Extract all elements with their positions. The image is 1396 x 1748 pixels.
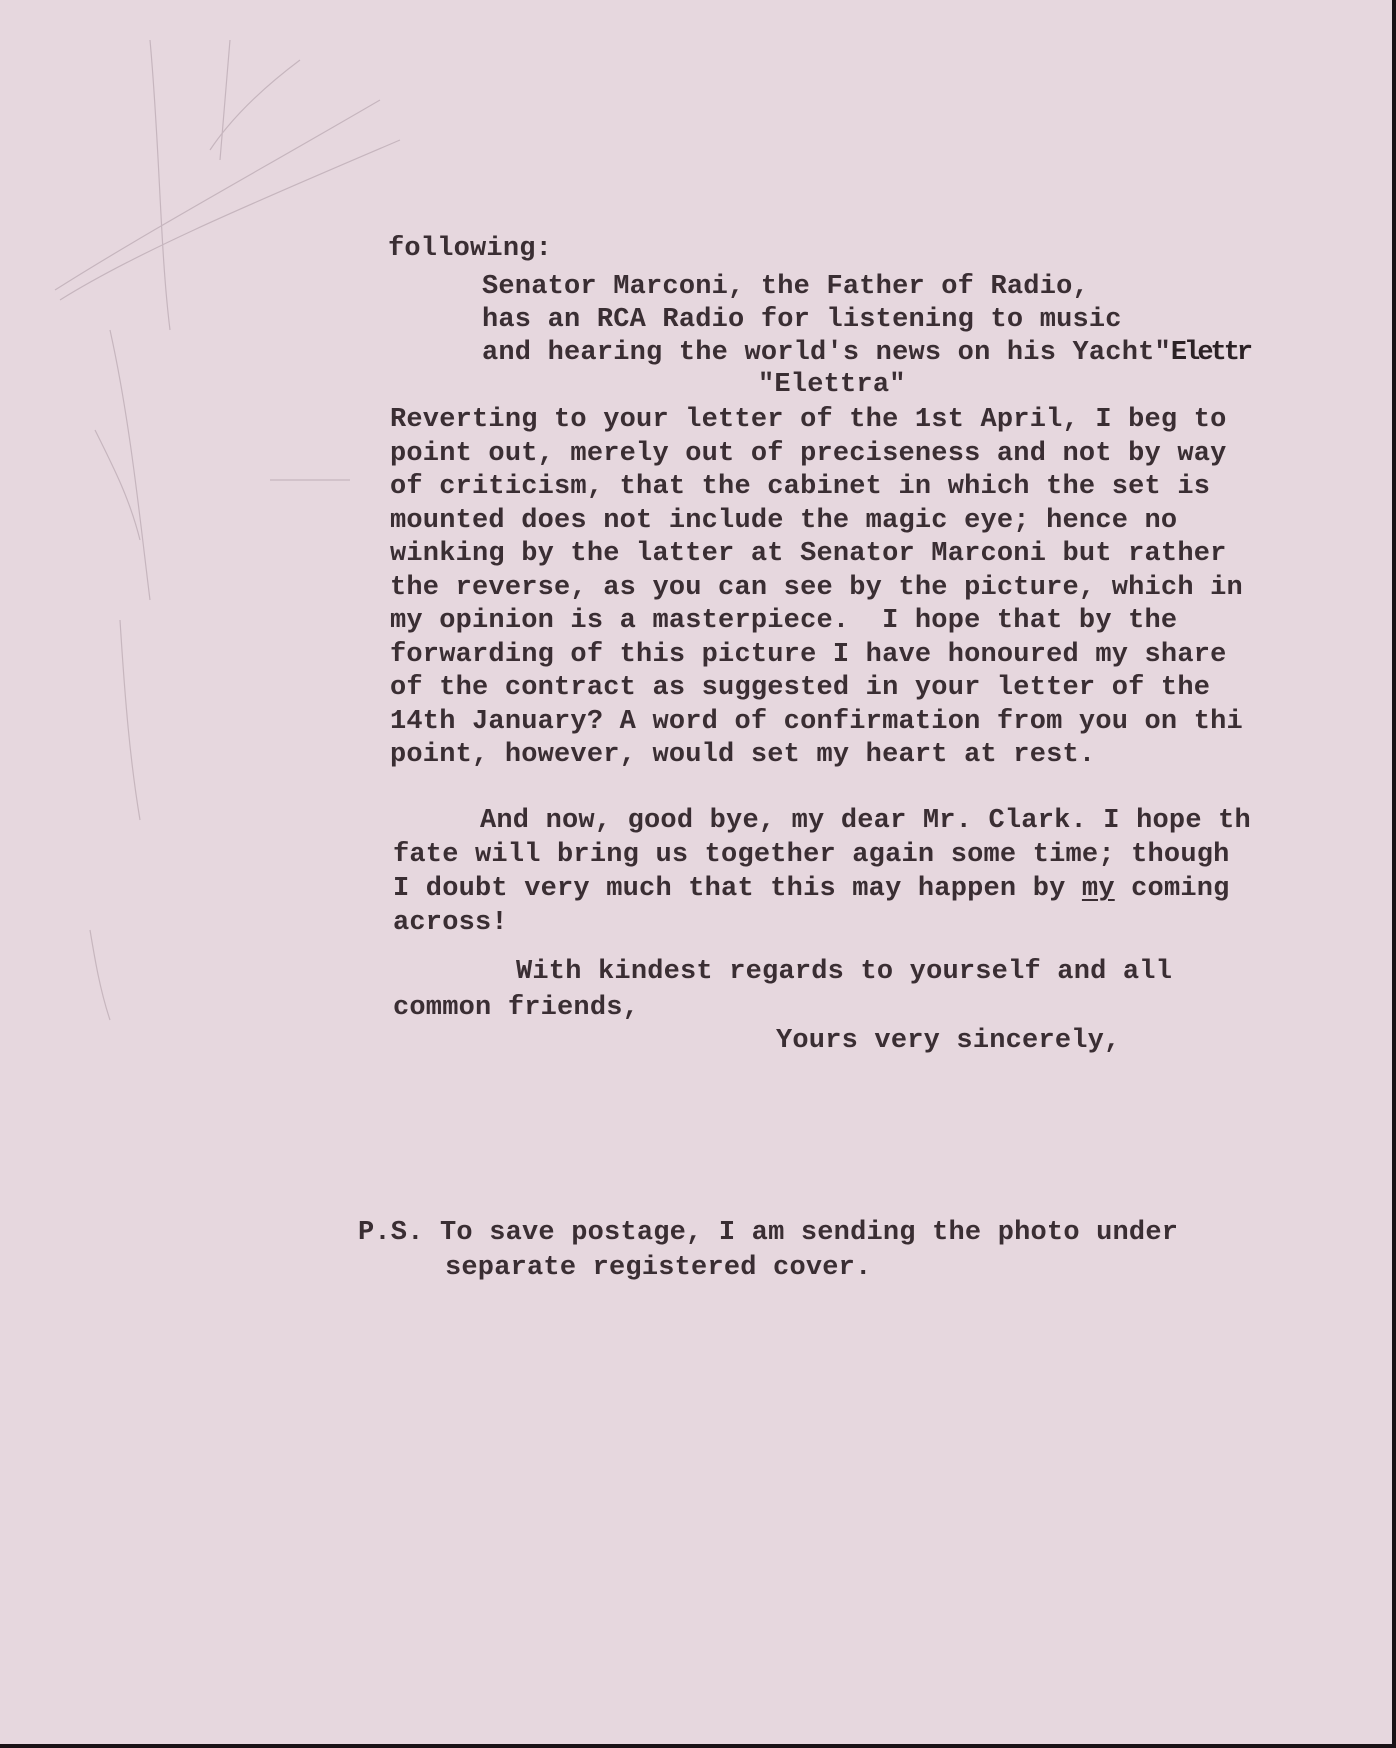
paragraph1-line-8: forwarding of this picture I have honoured my share (390, 640, 1227, 670)
paragraph2-line-3-end: coming (1114, 874, 1230, 904)
postscript-line-2: separate registered cover. (445, 1253, 872, 1283)
paragraph1-line-11: point, however, would set my heart at rest. (390, 740, 1096, 770)
paragraph2-line-4: across! (393, 908, 508, 938)
paragraph2-line-2: fate will bring us together again some time; though (393, 840, 1230, 870)
complimentary-close: Yours very sincerely, (776, 1026, 1121, 1056)
salutation-continuation: following: (388, 234, 553, 264)
emphasized-word: my (1081, 874, 1115, 904)
paragraph1-line-9: of the contract as suggested in your letter of the (390, 673, 1211, 703)
scan-border-right (1392, 0, 1396, 1748)
paragraph1-line-2: point out, merely out of preciseness and not by way (390, 439, 1227, 469)
quote-line-2: has an RCA Radio for listening to music (482, 305, 1122, 335)
paragraph2-line-3-start: I doubt very much that this may happen by (393, 874, 1082, 904)
scan-border-bottom (0, 1744, 1396, 1748)
paragraph1-line-6: the reverse, as you can see by the picture, which in (390, 573, 1243, 603)
paragraph1-line-1: Reverting to your letter of the 1st April, I beg to (390, 405, 1227, 435)
pencil-scribble-marks (0, 0, 420, 1100)
paragraph3-line-2: common friends, (393, 993, 640, 1023)
paragraph2-line-3 (393, 872, 1230, 906)
quote-line-1: Senator Marconi, the Father of Radio, (482, 272, 1089, 302)
paragraph1-line-4: mounted does not include the magic eye; hence no (390, 506, 1178, 536)
postscript-line-1: P.S. To save postage, I am sending the photo under (358, 1218, 1179, 1248)
paragraph1-line-7: my opinion is a masterpiece. I hope that by the (390, 606, 1178, 636)
paragraph1-line-10: 14th January? A word of confirmation from you on thi (390, 707, 1243, 737)
paragraph3-line-1: With kindest regards to yourself and all (516, 957, 1173, 987)
paragraph1-line-5: winking by the latter at Senator Marconi but rather (390, 539, 1227, 569)
quote-line-3 (482, 336, 1250, 370)
quote-line-3-text: and hearing the world's news on his Yacht" (482, 338, 1171, 368)
paragraph2-line-1: And now, good bye, my dear Mr. Clark. I hope th (480, 806, 1251, 836)
struck-text: Elettr (1170, 338, 1251, 368)
quote-yacht-name: "Elettra" (758, 370, 906, 400)
paragraph1-line-3: of criticism, that the cabinet in which the set is (390, 472, 1211, 502)
